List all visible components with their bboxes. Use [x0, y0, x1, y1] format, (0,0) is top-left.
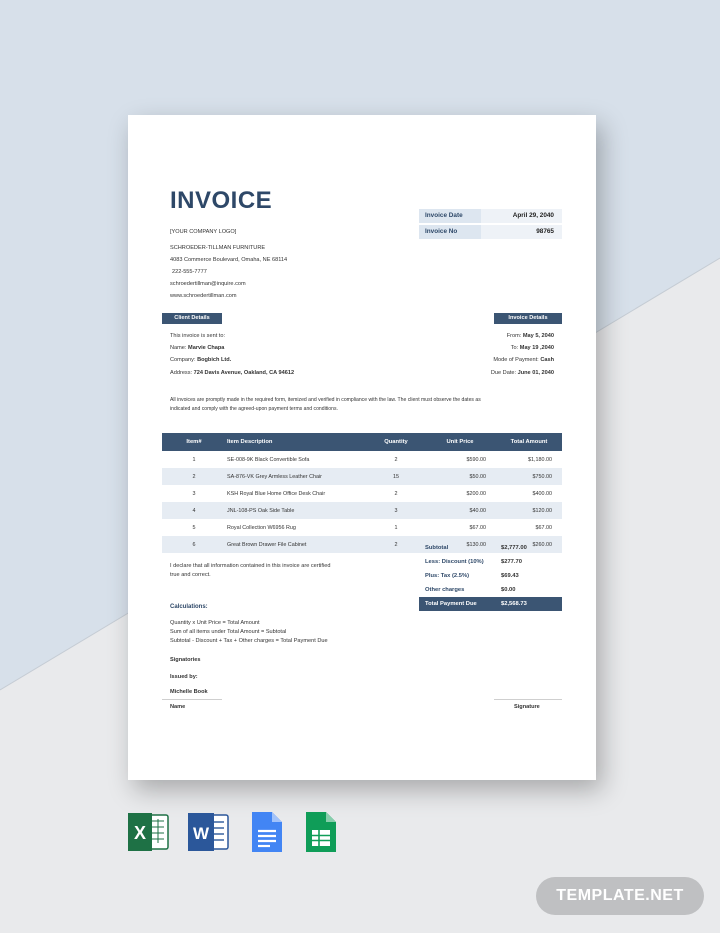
word-icon — [186, 811, 230, 853]
discount-label: Less: Discount (10%) — [425, 559, 484, 565]
discount-value: $277.70 — [501, 559, 522, 565]
table-row — [162, 468, 562, 485]
item-qty: 3 — [368, 502, 424, 519]
col-quantity: Quantity — [368, 433, 424, 451]
totals-block — [419, 541, 562, 611]
item-qty: 2 — [394, 456, 398, 463]
details-line-due: Due Date: June 01, 2040 — [490, 370, 554, 376]
client-line-name: Name: Marvie Chapa — [170, 345, 225, 351]
item-total: $120.00 — [496, 502, 562, 519]
logo-placeholder: [YOUR COMPANY LOGO] — [170, 229, 237, 235]
details-line-to: To: May 19 ,2040 — [510, 345, 554, 351]
svg-text:X: X — [133, 823, 147, 843]
google-sheets-icon — [298, 811, 342, 853]
invoice-no-value: 98765 — [481, 225, 562, 239]
tax-label: Plus: Tax (2.5%) — [425, 573, 470, 579]
client-details-header: Client Details — [162, 313, 222, 324]
excel-icon — [126, 811, 170, 853]
details-line-from: From: May 5, 2040 — [506, 333, 554, 339]
other-charges-row — [419, 583, 562, 597]
item-desc: KSH Royal Blue Home Office Desk Chair — [227, 490, 326, 497]
invoice-date-value: April 29, 2040 — [481, 209, 562, 223]
item-desc: SA-876-VK Grey Armless Leather Chair — [226, 468, 368, 485]
item-num: 5 — [192, 524, 196, 531]
total-due-label: Total Payment Due — [425, 601, 477, 607]
subtotal-value: $2,777.00 — [501, 545, 527, 551]
col-description: Item Description — [226, 433, 368, 451]
tax-row — [419, 569, 562, 583]
signature-label: Signature — [514, 704, 540, 710]
invoice-title: INVOICE — [170, 187, 273, 214]
item-price: $200.00 — [466, 490, 486, 497]
item-num: 1 — [192, 456, 196, 463]
item-price: $130.00 — [424, 536, 496, 553]
other-charges-value: $0.00 — [501, 587, 516, 593]
calculations-title: Calculations: — [170, 604, 208, 610]
company-website: www.schroedertillman.com — [170, 293, 237, 299]
item-total: $67.00 — [535, 524, 552, 531]
declaration-line-1: I declare that all information contained in this invoice are certified — [170, 563, 331, 569]
details-line-payment: Mode of Payment: Cash — [493, 357, 554, 363]
items-table — [162, 433, 562, 553]
tax-value: $69.43 — [501, 573, 519, 579]
invoice-meta — [419, 209, 562, 239]
signatories-title: Signatories — [170, 657, 201, 663]
item-price: $590.00 — [466, 456, 486, 463]
calculation-line: Sum of all items under Total Amount = Subtotal — [170, 629, 287, 635]
discount-row — [419, 555, 562, 569]
notice-line-2: indicated and comply with the agreed-upon payment terms and conditions. — [170, 406, 338, 412]
google-docs-icon — [244, 811, 288, 853]
item-desc: Great Brown Drawer File Cabinet — [226, 536, 368, 553]
invoice-details-header: Invoice Details — [494, 313, 562, 324]
total-due-row — [419, 597, 562, 611]
company-address: 4083 Commerce Boulevard, Omaha, NE 68114 — [170, 257, 288, 263]
name-line — [162, 699, 222, 700]
item-total: $750.00 — [496, 468, 562, 485]
client-line-address: Address: 724 Davis Avenue, Oakland, CA 94612 — [170, 370, 295, 376]
col-unit-price: Unit Price — [424, 433, 496, 451]
item-total: $260.00 — [496, 536, 562, 553]
item-qty: 2 — [394, 490, 398, 497]
item-num: 6 — [162, 536, 226, 553]
client-line-company: Company: Bogbich Ltd. — [170, 357, 232, 363]
calculation-line: Subtotal - Discount + Tax + Other charges = Total Payment Due — [170, 638, 328, 644]
item-qty: 1 — [394, 524, 398, 531]
item-price: $50.00 — [424, 468, 496, 485]
subtotal-row — [419, 541, 562, 555]
item-price: $40.00 — [424, 502, 496, 519]
item-total: $400.00 — [532, 490, 552, 497]
signature-line — [494, 699, 562, 700]
declaration-line-2: true and correct. — [170, 572, 211, 578]
template-net-watermark: TEMPLATE.NET — [536, 877, 704, 915]
items-header-row — [162, 433, 562, 451]
notice-line-1: All invoices are promptly made in the required form, itemized and verified in compliance with the law. The client must observe the dates as — [170, 397, 481, 403]
item-desc: JNL-108-PS Oak Side Table — [226, 502, 368, 519]
issuer-name: Michelle Book — [170, 689, 208, 695]
company-email: schroedertillman@inquire.com — [170, 281, 246, 287]
item-desc: SE-008-9K Black Convertible Sofa — [227, 456, 310, 463]
invoice-no-label: Invoice No — [419, 225, 481, 239]
item-total: $1,180.00 — [528, 456, 552, 463]
invoice-date-row — [419, 209, 562, 223]
total-due-value: $2,568.73 — [501, 601, 527, 607]
table-row — [162, 502, 562, 519]
table-row — [162, 519, 562, 536]
invoice-date-label: Invoice Date — [419, 209, 481, 223]
item-num: 4 — [162, 502, 226, 519]
issued-by-label: Issued by: — [170, 674, 198, 680]
item-qty: 2 — [368, 536, 424, 553]
company-name: SCHROEDER-TILLMAN FURNITURE — [170, 245, 266, 251]
col-item-num: Item# — [162, 433, 226, 451]
item-num: 3 — [192, 490, 196, 497]
company-phone: 222-555-7777 — [172, 269, 207, 275]
invoice-page — [128, 115, 596, 780]
table-row — [162, 451, 562, 468]
item-price: $67.00 — [469, 524, 486, 531]
name-label: Name — [170, 704, 186, 710]
table-row — [162, 485, 562, 502]
client-line-intro: This invoice is sent to: — [170, 333, 226, 339]
invoice-no-row — [419, 225, 562, 239]
subtotal-label: Subtotal — [425, 545, 449, 551]
other-charges-label: Other charges — [425, 587, 465, 593]
col-total: Total Amount — [496, 433, 562, 451]
calculation-line: Quantity x Unit Price = Total Amount — [170, 620, 260, 626]
svg-text:W: W — [192, 824, 210, 843]
item-desc: Royal Collection W6956 Rug — [227, 524, 296, 531]
item-num: 2 — [162, 468, 226, 485]
item-qty: 15 — [368, 468, 424, 485]
